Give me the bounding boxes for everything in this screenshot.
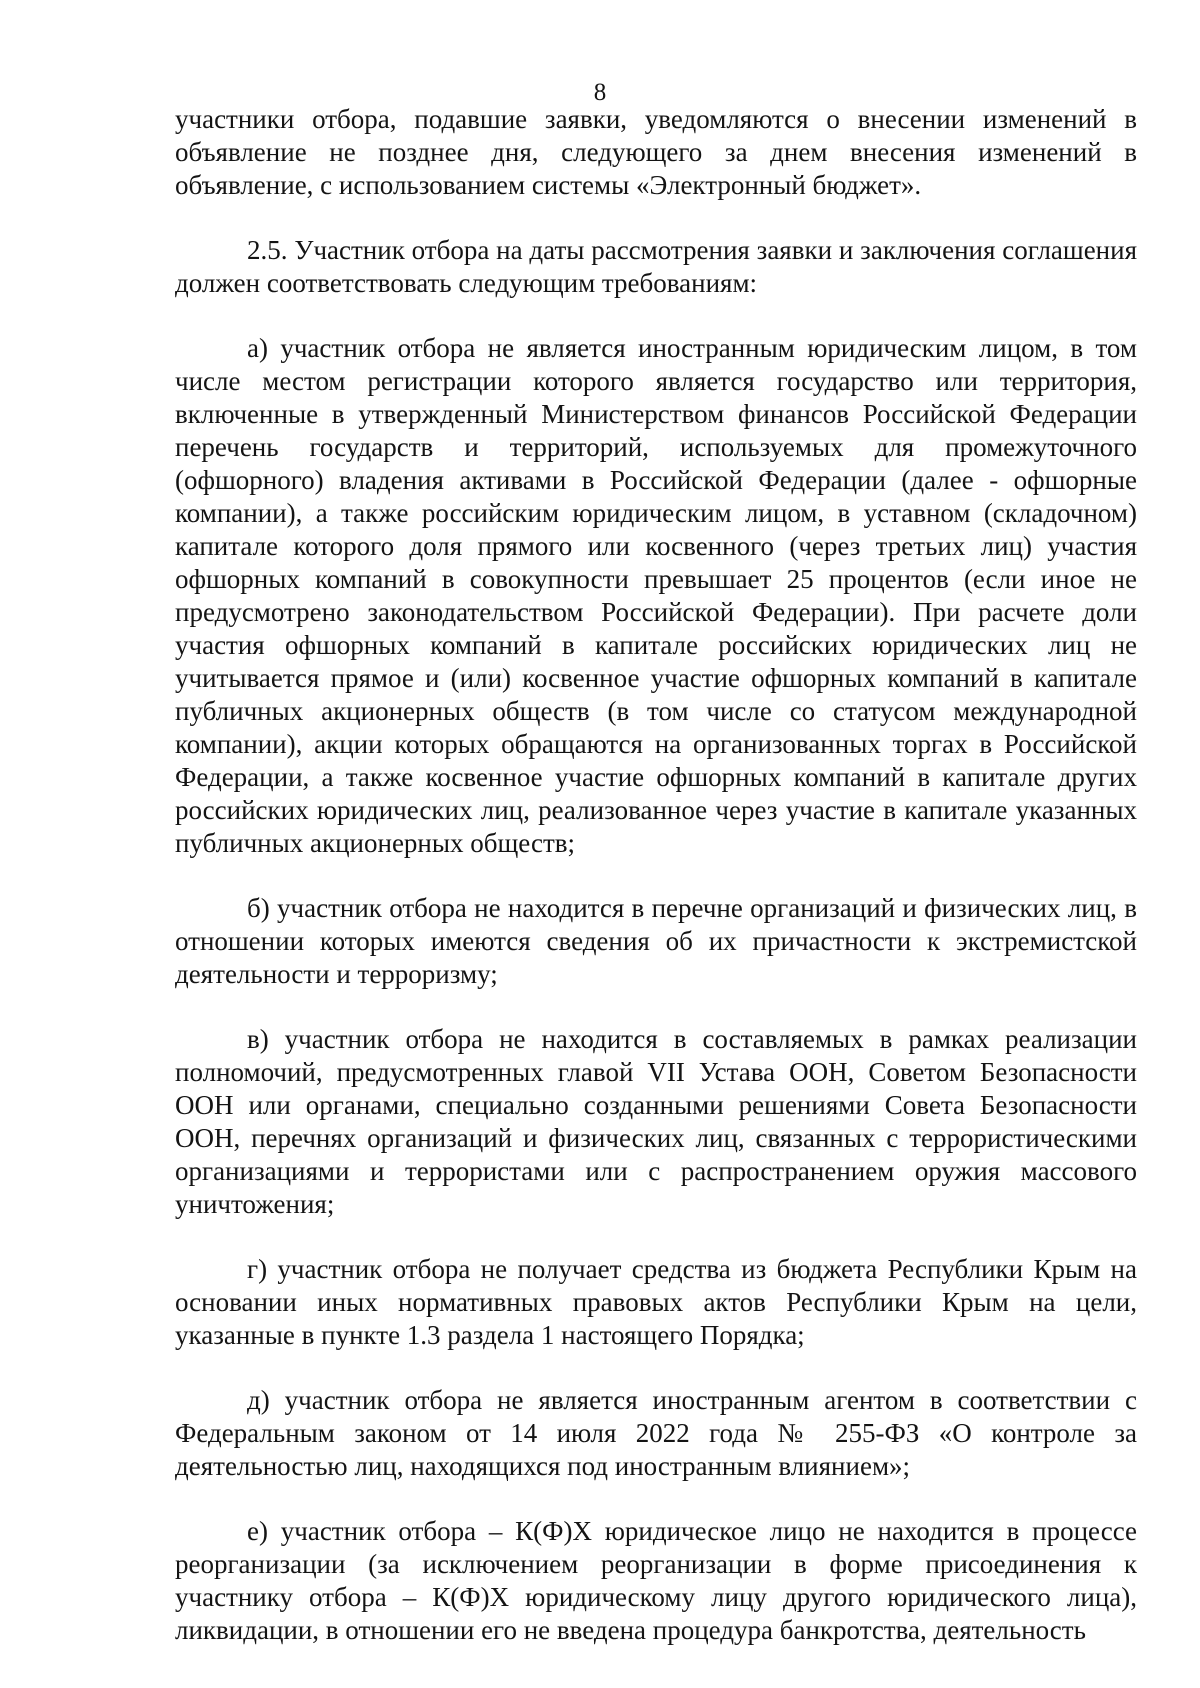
document-body bbox=[175, 103, 1137, 1647]
paragraph-item-e: е) участник отбора – К(Ф)Х юридическое лицо не находится в процессе реорганизации (за исключением реорганизации в форме присоединения к участнику отбора – К(Ф)Х юридическому лицу другого юридического лица), ликвидации, в отношении его не введена процедура банкротства, деятельность bbox=[175, 1516, 1137, 1645]
paragraph-item-a: а) участник отбора не является иностранным юридическим лицом, в том числе местом регистрации которого является государство или территория, включенные в утвержденный Министерством финансов Российской Федерации перечень государств и территорий, используемых для промежуточного (офшорного) владения активами в Российской Федерации (далее - офшорные компании), а также российским юридическим лицом, в уставном (складочном) капитале которого доля прямого или косвенного (через третьих лиц) участия офшорных компаний в совокупности превышает 25 процентов (если иное не предусмотрено законодательством Российской Федерации). При расчете доли участия офшорных компаний в капитале российских юридических лиц не учитывается прямое и (или) косвенное участие офшорных компаний в капитале публичных акционерных обществ (в том числе со статусом международной компании), акции которых обращаются на организованных торгах в Российской Федерации, а также косвенное участие офшорных компаний в капитале других российских юридических лиц, реализованное через участие в капитале указанных публичных акционерных обществ; bbox=[175, 333, 1137, 858]
paragraph-item-d: д) участник отбора не является иностранным агентом в соответствии с Федеральным законом от 14 июля 2022 года № 255-ФЗ «О контроле за деятельностью лиц, находящихся под иностранным влиянием»; bbox=[175, 1385, 1137, 1481]
paragraph-item-v: в) участник отбора не находится в составляемых в рамках реализации полномочий, предусмотренных главой VII Устава ООН, Советом Безопасности ООН или органами, специально созданными решениями Совета Безопасности ООН, перечнях организаций и физических лиц, связанных с террористическими организациями и террористами или с распространением оружия массового уничтожения; bbox=[175, 1024, 1137, 1219]
paragraph-continuation: участники отбора, подавшие заявки, уведомляются о внесении изменений в объявление не позднее дня, следующего за днем внесения изменений в объявление, с использованием системы «Электронный бюджет». bbox=[175, 104, 1137, 200]
paragraph-item-b: б) участник отбора не находится в перечне организаций и физических лиц, в отношении которых имеются сведения об их причастности к экстремистской деятельности и терроризму; bbox=[175, 893, 1137, 989]
paragraph-item-g: г) участник отбора не получает средства из бюджета Республики Крым на основании иных нормативных правовых актов Республики Крым на цели, указанные в пункте 1.3 раздела 1 настоящего Порядка; bbox=[175, 1254, 1137, 1350]
page-number: 8 bbox=[593, 79, 607, 106]
paragraph-2-5: 2.5. Участник отбора на даты рассмотрения заявки и заключения соглашения должен соответствовать следующим требованиям: bbox=[175, 235, 1137, 298]
